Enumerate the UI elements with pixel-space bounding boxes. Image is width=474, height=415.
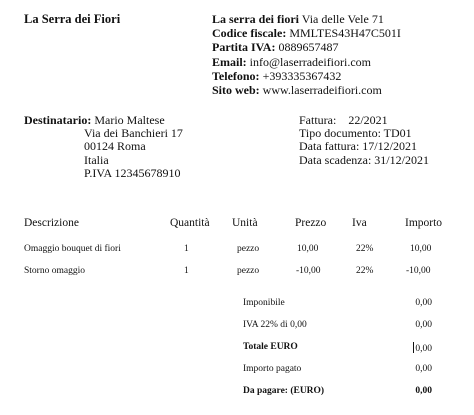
- header-amount: Importo: [405, 217, 443, 229]
- row-2-description: Storno omaggio: [24, 266, 85, 276]
- company-info-block: [212, 12, 401, 97]
- company-phone-line: [212, 69, 401, 83]
- header-price: Prezzo: [295, 217, 327, 229]
- taxable-value: 0,00: [415, 298, 432, 308]
- fiscal-code-value: MMLTES43H47C501I: [289, 26, 401, 41]
- total-label: Totale EURO: [243, 342, 298, 352]
- recipient-block: [24, 114, 183, 180]
- company-email-line: [212, 55, 401, 69]
- recipient-country: Italia: [84, 152, 109, 167]
- recipient-street: Via dei Banchieri 17: [84, 126, 183, 141]
- vat-total-value: 0,00: [415, 320, 432, 330]
- amount-due-label: Da pagare: (EURO): [243, 386, 325, 396]
- row-1-description: Omaggio bouquet di fiori: [24, 244, 121, 254]
- company-fiscal-code-line: [212, 26, 401, 40]
- paid-label: Importo pagato: [243, 364, 302, 374]
- vat-label: Partita IVA:: [212, 40, 276, 55]
- recipient-city: 00124 Roma: [84, 139, 146, 154]
- invoice-due-date: Data scadenza: 31/12/2021: [299, 152, 429, 167]
- website-value: www.laserradeifiori.com: [262, 83, 382, 98]
- amount-due-value: 0,00: [415, 386, 432, 396]
- recipient-label: Destinatario:: [24, 113, 92, 127]
- email-value: info@laserradeifiori.com: [249, 54, 372, 69]
- phone-value: +393335367432: [262, 68, 342, 83]
- email-label: Email:: [212, 54, 247, 69]
- vat-value: 0889657487: [278, 40, 339, 55]
- vat-total-label: IVA 22% di 0,00: [243, 320, 307, 330]
- fiscal-code-label: Codice fiscale:: [212, 26, 287, 41]
- row-2-unit: pezzo: [237, 266, 260, 276]
- company-vat-line: [212, 40, 401, 54]
- taxable-label: Imponibile: [243, 298, 285, 308]
- company-website-line: [212, 83, 401, 97]
- row-1-amount: 10,00: [410, 244, 432, 254]
- row-2-quantity: 1: [184, 266, 189, 276]
- invoice-number: Fattura: 22/2021: [299, 113, 388, 127]
- company-header-name: La serra dei fiori: [212, 12, 299, 26]
- company-header-line: [212, 12, 401, 26]
- row-1-quantity: 1: [184, 244, 189, 254]
- row-2-price: -10,00: [296, 266, 321, 276]
- company-address: Via delle Vele 71: [301, 12, 384, 26]
- header-vat: Iva: [352, 217, 367, 229]
- company-name: La Serra dei Fiori: [24, 12, 121, 26]
- website-label: Sito web:: [212, 83, 260, 98]
- row-1-unit: pezzo: [237, 244, 260, 254]
- row-1-vat: 22%: [356, 244, 374, 254]
- recipient-vat: P.IVA 12345678910: [84, 165, 181, 180]
- total-value-field[interactable]: [372, 342, 432, 354]
- invoice-meta-block: [299, 114, 429, 167]
- row-1-price: 10,00: [297, 244, 319, 254]
- invoice-doc-type: Tipo documento: TD01: [299, 126, 412, 141]
- paid-value: 0,00: [415, 364, 432, 374]
- invoice-date: Data fattura: 17/12/2021: [299, 139, 417, 154]
- header-unit: Unità: [232, 217, 258, 229]
- row-2-vat: 22%: [356, 266, 374, 276]
- header-quantity: Quantità: [170, 217, 210, 229]
- phone-label: Telefono:: [212, 68, 260, 83]
- total-value: 0,00: [415, 344, 432, 354]
- row-2-amount: -10,00: [406, 266, 431, 276]
- header-description: Descrizione: [24, 217, 79, 229]
- recipient-name: Mario Maltese: [94, 113, 165, 127]
